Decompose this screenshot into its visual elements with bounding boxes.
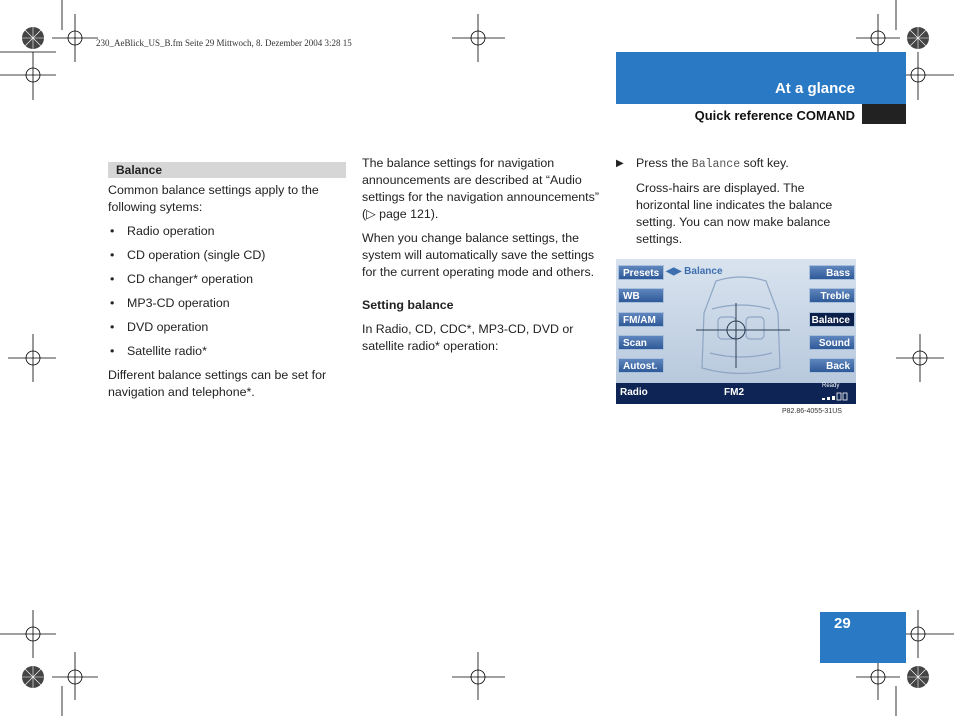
softkey-presets: Presets <box>618 265 664 280</box>
softkey-treble: Treble <box>809 288 855 303</box>
softkey-fm-am: FM/AM <box>618 312 664 327</box>
column-1 <box>108 182 348 408</box>
status-ready: Ready <box>822 383 840 389</box>
print-header: 230_AeBlick_US_B.fm Seite 29 Mittwoch, 8. Dezember 2004 3:28 15 <box>96 38 352 48</box>
page-number-tab <box>820 612 906 663</box>
softkey-autost: Autost. <box>618 358 664 373</box>
softkey-bass: Bass <box>809 265 855 280</box>
signal-strength-icon <box>822 392 852 401</box>
step-result: Cross-hairs are displayed. The horizontal line indicates the balance setting. You can now make balance settings. <box>636 181 833 246</box>
header-tab <box>616 52 906 104</box>
section-title: At a glance <box>774 80 855 97</box>
subheading-setting-balance: Setting balance <box>362 298 454 312</box>
subsection-title: Quick reference COMAND <box>694 108 855 123</box>
list-item: • DVD operation <box>108 319 348 336</box>
column-3 <box>616 155 856 255</box>
list-item: • MP3-CD operation <box>108 295 348 312</box>
screen-title: ◀▶ Balance <box>666 266 723 277</box>
col2-para1: The balance settings for navigation announcements are described at “Audio settings for the navigation announcements” (▷ page 121). <box>362 156 599 221</box>
col1-intro: Common balance settings apply to the following sytems: <box>108 183 319 214</box>
step-press-balance: ▶ Press the Balance soft key. <box>616 156 789 171</box>
list-item: • Radio operation <box>108 223 348 240</box>
softkey-label: Balance <box>691 158 741 171</box>
section-heading-balance: Balance <box>108 162 346 178</box>
car-outline-icon <box>676 273 806 383</box>
softkey-scan: Scan <box>618 335 664 350</box>
page-ref-icon: ▷ <box>366 207 376 221</box>
header-marker <box>862 104 906 124</box>
list-item: • Satellite radio* <box>108 343 348 360</box>
col2-para2: When you change balance settings, the system will automatically save the settings for the current operating mode and others. <box>362 231 595 279</box>
col1-footer: Different balance settings can be set for navigation and telephone*. <box>108 368 327 399</box>
col2-para3: In Radio, CD, CDC*, MP3-CD, DVD or satellite radio* operation: <box>362 322 574 353</box>
page-number: 29 <box>834 615 851 632</box>
comand-screen <box>616 259 856 404</box>
screen-status-bar <box>616 383 856 404</box>
system-list <box>108 223 348 360</box>
softkey-back: Back <box>809 358 855 373</box>
status-band: FM2 <box>724 387 744 398</box>
status-mode: Radio <box>620 387 648 398</box>
softkey-balance-selected: Balance <box>809 312 855 327</box>
step-arrow-icon: ▶ <box>616 158 624 169</box>
softkey-wb: WB <box>618 288 664 303</box>
list-item: • CD operation (single CD) <box>108 247 348 264</box>
softkey-sound: Sound <box>809 335 855 350</box>
column-2 <box>362 155 604 362</box>
figure-caption: P82.86-4055-31US <box>782 408 842 415</box>
list-item: • CD changer* operation <box>108 271 348 288</box>
